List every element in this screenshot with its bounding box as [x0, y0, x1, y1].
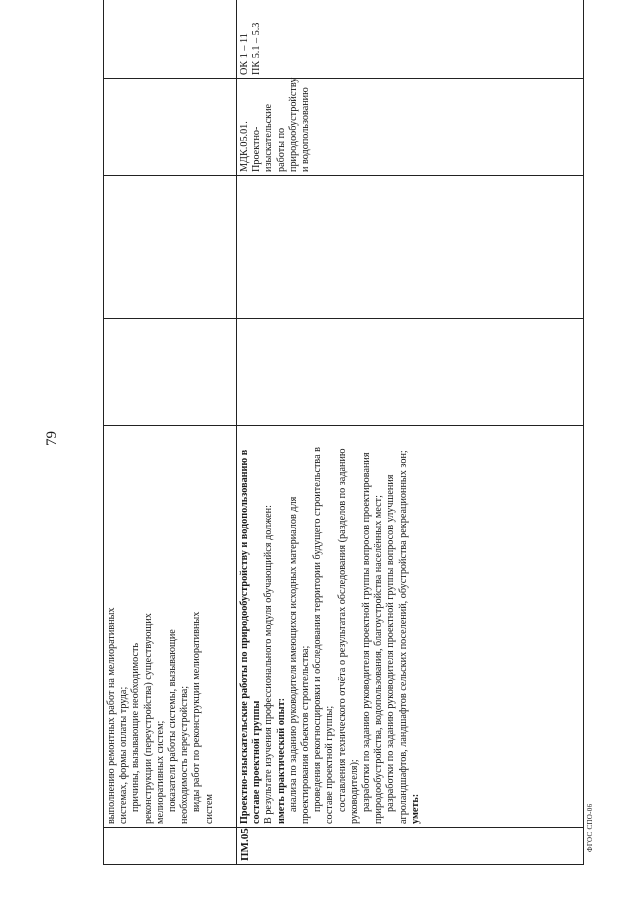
table-cell-competencies	[237, 0, 584, 79]
table-cell-hours	[237, 319, 584, 426]
curriculum-table-rotated	[103, 22, 583, 865]
page-number: 79	[44, 431, 60, 446]
content-line: причины, вызывающие необходимость	[130, 642, 142, 812]
curriculum-table	[103, 0, 584, 865]
practice-item: разработки по заданию руководителя проектной группы вопросов улучшения агроландшафтов, ландшафтов сельских поселений, обустройства рекреационных зон;	[385, 450, 409, 824]
practice-item: проведения рекогносцировки и обследования территории будущего строительства в составе проектной группы;	[312, 447, 336, 824]
content-line: необходимость переустройства;	[179, 685, 191, 824]
content-line: систем	[203, 794, 215, 824]
content-line: системах, формы оплаты труда;	[118, 686, 130, 824]
table-row	[104, 0, 237, 865]
table-cell-hours-2	[104, 176, 237, 319]
practice-label: иметь практический опыт:	[275, 697, 287, 824]
practice-item: разработки по заданию руководителя проектной группы вопросов проектирования природообустройства, водопользования, благоустройства населённых мест;	[361, 452, 385, 824]
practice-item: анализа по заданию руководителя имеющихся исходных материалов для проектирования объектов строительства;	[287, 496, 312, 824]
module-code: ПМ.05	[237, 828, 584, 865]
competency: ПК 5.1 – 5.3	[251, 22, 263, 75]
module-title: Проектно-изыскательские работы по природообустройству и водопользованию в составе проектной группы	[239, 449, 263, 824]
mdk-name: МДК.05.01. Проектно-изыскательские работы по природообустройству и водопользованию	[237, 79, 584, 176]
skills-label: уметь:	[409, 793, 421, 824]
table-cell-content	[237, 426, 584, 828]
content-line: виды работ по реконструкции мелиоративных	[191, 611, 203, 812]
practice-item: составления технического отчёта о результатах обследования (разделов по заданию руководителя);	[336, 448, 360, 824]
table-cell-competencies	[104, 0, 237, 79]
table-row	[237, 0, 584, 865]
module-intro: В результате изучения профессионального модуля обучающийся должен:	[263, 505, 275, 824]
table-cell-mdk	[104, 79, 237, 176]
content-line: показатели работы системы, вызывающие	[167, 629, 179, 812]
table-cell-code	[104, 828, 237, 865]
competency: ОК 1 – 11	[239, 33, 250, 75]
content-line: реконструкции (переустройства) существующих	[142, 613, 154, 824]
table-cell-content	[104, 426, 237, 828]
content-line: выполнению ремонтных работ на мелиоративных	[106, 607, 117, 824]
table-cell-hours-2	[237, 176, 584, 319]
content-line: мелиоративных систем;	[154, 720, 166, 824]
table-cell-hours	[104, 319, 237, 426]
footer-label: ФГОС СПО-06	[586, 803, 594, 852]
